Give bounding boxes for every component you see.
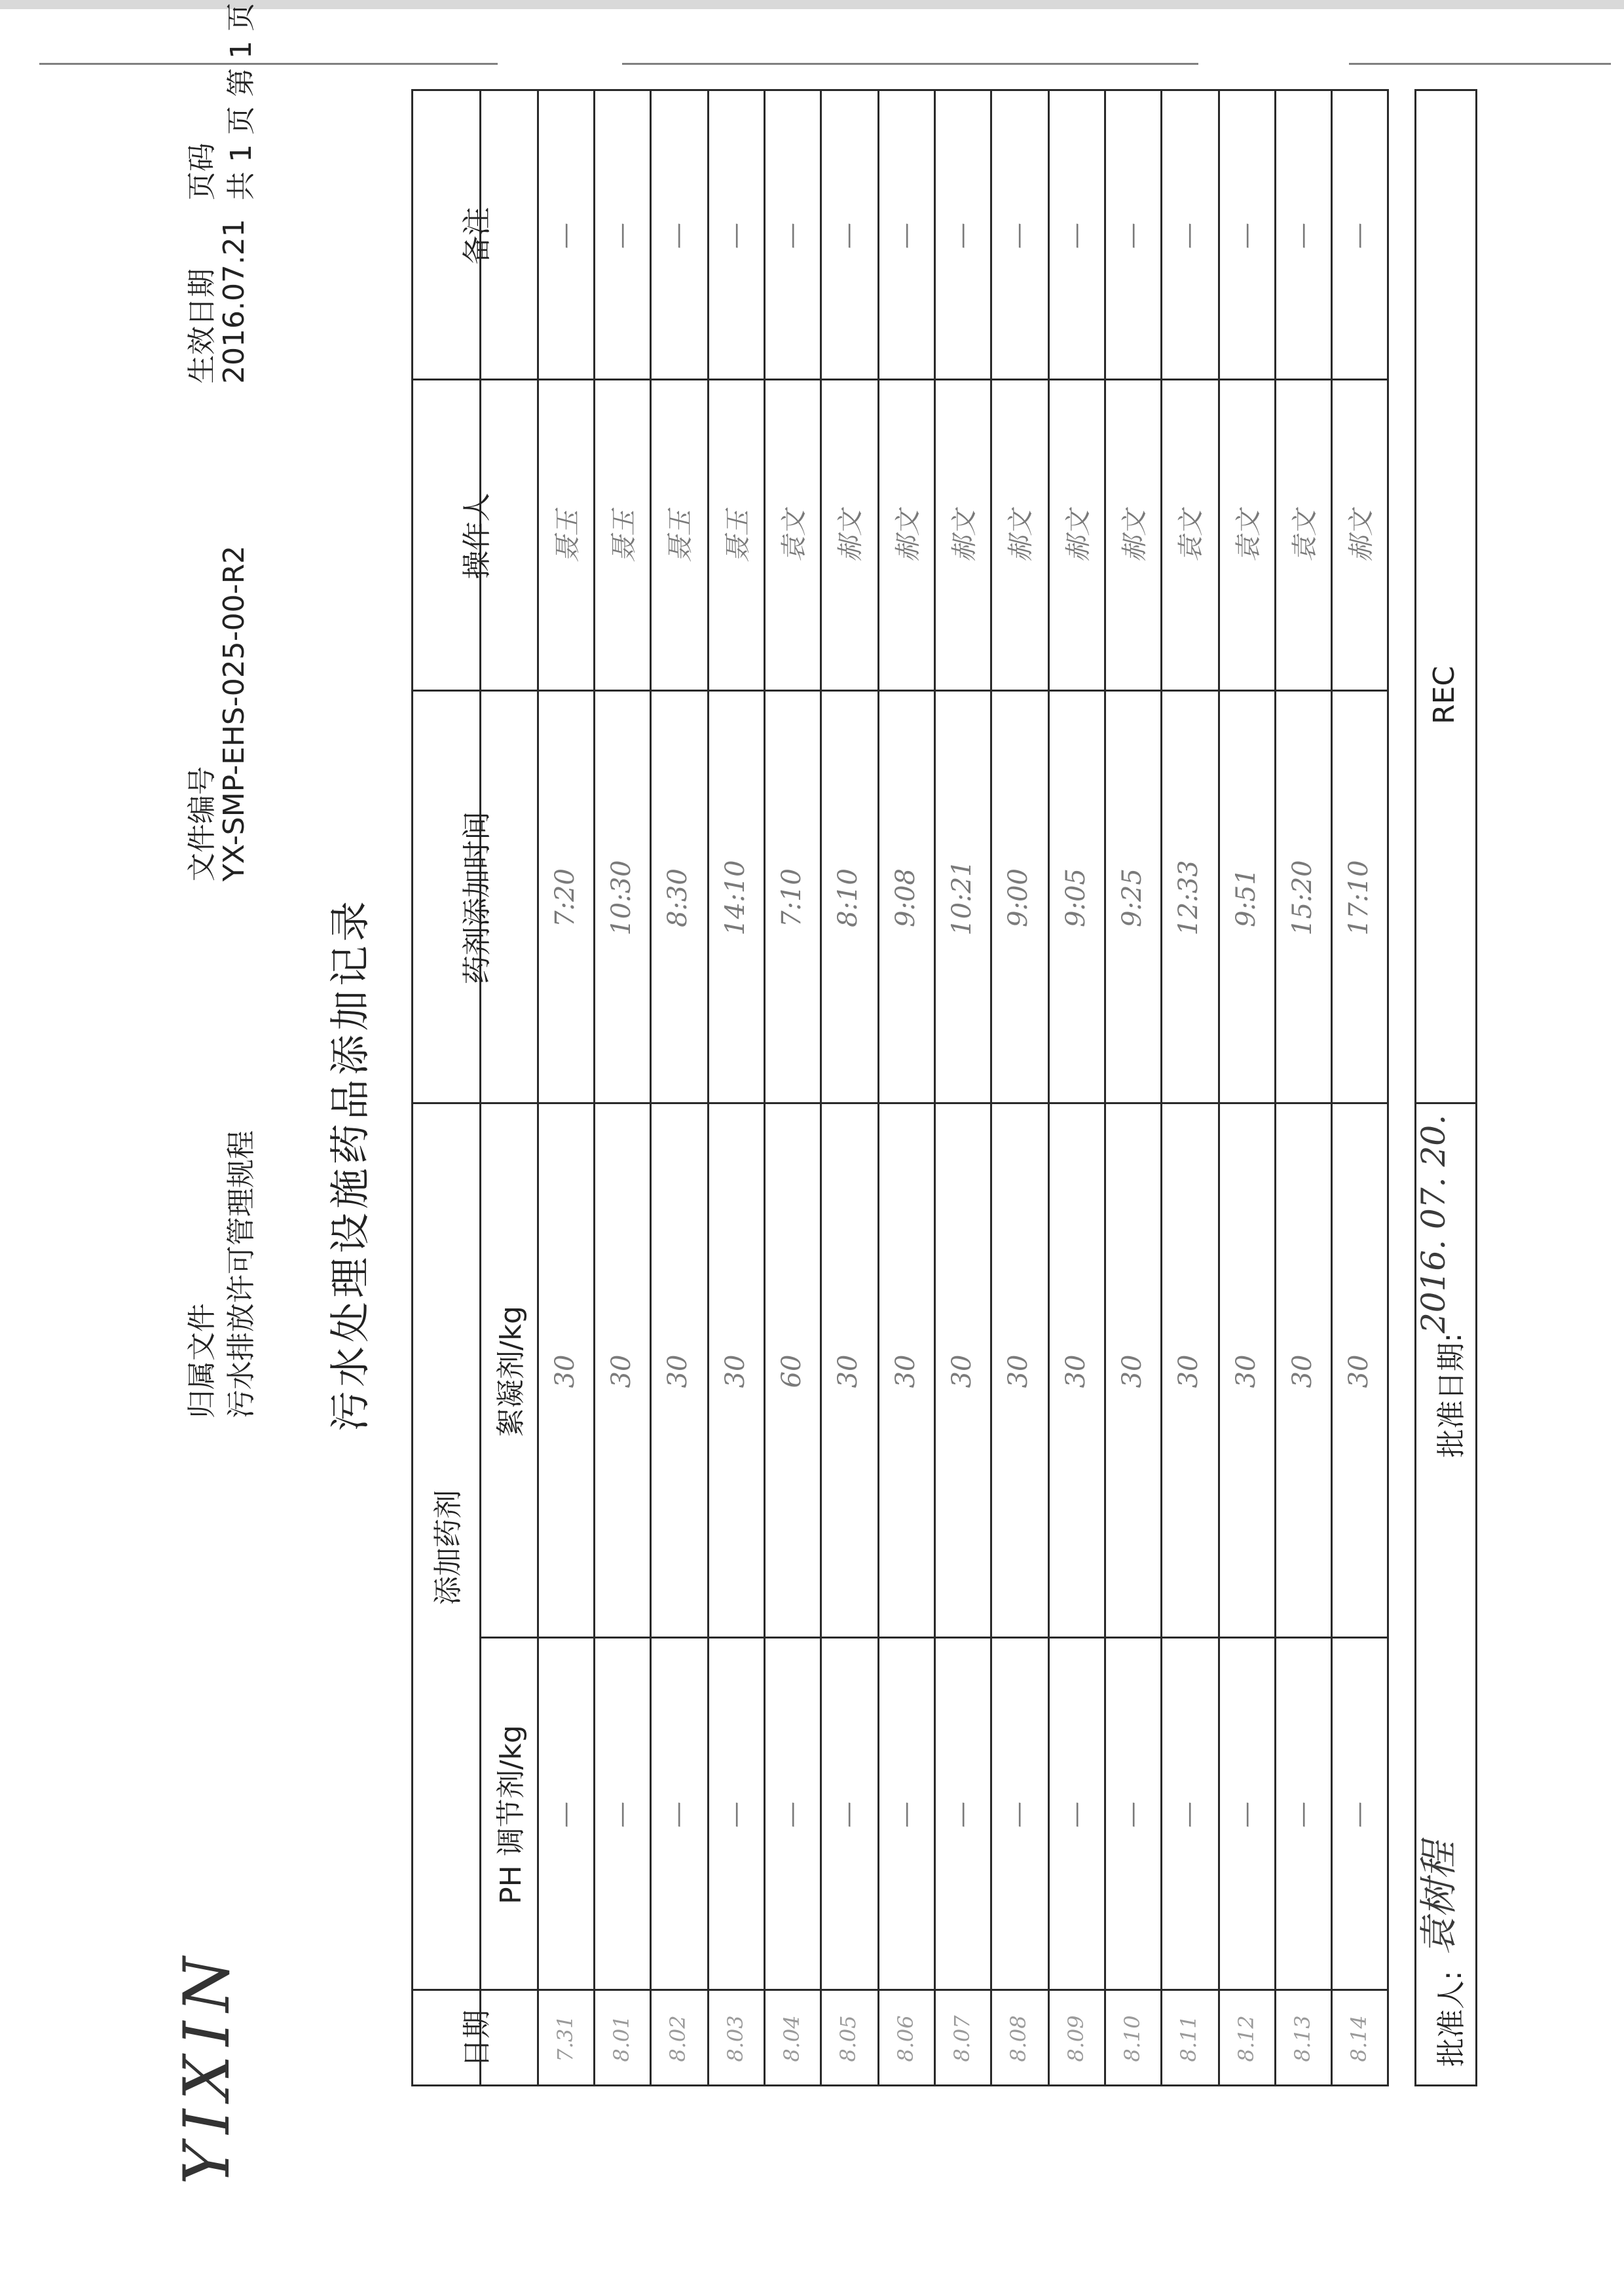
cell-remark: — [1287, 223, 1318, 249]
cell-date: 8.08 [1006, 2015, 1031, 2062]
col-floc-header: 絮凝剂/kg [494, 1305, 528, 1437]
cell-time: 7:20 [550, 868, 580, 927]
cell-remark: — [1117, 223, 1147, 249]
cell-remark: — [833, 223, 863, 249]
cell-time: 14:10 [720, 860, 750, 936]
col-operator-header: 操作人 [460, 492, 494, 580]
cell-operator: 聂玉 [722, 509, 753, 563]
col-ph-header: PH 调节剂/kg [494, 1725, 528, 1904]
cell-remark: — [777, 223, 807, 249]
cell-date: 8.02 [665, 2015, 690, 2062]
cell-floc: 30 [1287, 1354, 1318, 1388]
cell-operator: 袁文 [1233, 509, 1264, 563]
cell-operator: 袁文 [1289, 509, 1320, 563]
cell-remark: — [1003, 223, 1033, 249]
cell-ph: — [833, 1802, 863, 1828]
cell-operator: 郝文 [1005, 509, 1036, 563]
cell-time: 10:21 [947, 860, 977, 936]
cell-floc: 60 [777, 1354, 807, 1388]
cell-floc: 30 [1117, 1354, 1147, 1388]
cell-floc: 30 [720, 1354, 750, 1388]
approve-date-label: 批准日期: [1435, 1333, 1468, 1458]
col-group-header: 添加药剂 [432, 1490, 465, 1605]
cell-ph: — [1003, 1802, 1033, 1828]
cell-floc: 30 [550, 1354, 580, 1388]
cell-ph: — [550, 1802, 580, 1828]
cell-ph: — [1173, 1802, 1204, 1828]
cell-date: 8.09 [1063, 2015, 1088, 2062]
cell-floc: 30 [1061, 1354, 1091, 1388]
cell-time: 7:10 [777, 868, 807, 927]
cell-operator: 郝文 [835, 509, 866, 563]
cell-time: 10:30 [606, 860, 637, 936]
cell-operator: 郝文 [1063, 509, 1094, 563]
cell-floc: 30 [606, 1354, 637, 1388]
cell-operator: 袁文 [779, 509, 809, 563]
cell-ph: — [720, 1802, 750, 1828]
cell-time: 12:33 [1173, 860, 1204, 936]
approver-label: 批准人: [1435, 1971, 1468, 2067]
approver-signature: 袁树程 [1416, 1841, 1461, 1955]
cell-time: 9:25 [1117, 868, 1147, 927]
cell-time: 9:00 [1003, 868, 1033, 927]
col-remark-header: 备注 [460, 207, 494, 265]
doc-no-value: YX-SMP-EHS-025-00-R2 [217, 545, 251, 881]
cell-operator: 郝文 [949, 509, 980, 563]
effective-value: 2016.07.21 [217, 219, 251, 384]
cell-date: 8.06 [893, 2015, 918, 2062]
cell-ph: — [663, 1802, 693, 1828]
cell-date: 8.10 [1120, 2015, 1145, 2062]
cell-ph: — [1231, 1802, 1261, 1828]
col-date-header: 日期 [460, 2010, 494, 2067]
cell-date: 8.05 [836, 2015, 860, 2062]
approval-divider [1414, 1102, 1477, 1104]
cell-remark: — [1061, 223, 1091, 249]
cell-time: 9:08 [891, 868, 921, 927]
cell-ph: — [1117, 1802, 1147, 1828]
col-time-header: 药剂添加时间 [460, 811, 494, 984]
page-title: 污水处理设施药品添加记录 [326, 897, 374, 1432]
cell-remark: — [1344, 223, 1374, 249]
cell-ph: — [947, 1802, 977, 1828]
cell-ph: — [891, 1802, 921, 1828]
cell-operator: 郝文 [893, 509, 923, 563]
cell-ph: — [1287, 1802, 1318, 1828]
cell-time: 8:10 [833, 868, 863, 927]
cell-date: 8.07 [950, 2015, 974, 2062]
page-label: 页码 [185, 143, 219, 200]
cell-remark: — [720, 223, 750, 249]
cell-floc: 30 [1173, 1354, 1204, 1388]
cell-time: 9:51 [1231, 868, 1261, 927]
cell-operator: 聂玉 [552, 509, 583, 563]
belongs-label: 归属文件 [185, 1303, 219, 1418]
cell-ph: — [1061, 1802, 1091, 1828]
cell-ph: — [606, 1802, 637, 1828]
cell-remark: — [1231, 223, 1261, 249]
cell-floc: 30 [833, 1354, 863, 1388]
cell-floc: 30 [663, 1354, 693, 1388]
cell-floc: 30 [947, 1354, 977, 1388]
effective-label: 生效日期 [185, 268, 219, 384]
cell-ph: — [777, 1802, 807, 1828]
cell-date: 8.13 [1290, 2015, 1315, 2062]
cell-floc: 30 [1231, 1354, 1261, 1388]
cell-date: 8.03 [723, 2015, 748, 2062]
cell-date: 7.31 [553, 2015, 578, 2062]
cell-remark: — [1173, 223, 1204, 249]
cell-ph: — [1344, 1802, 1374, 1828]
cell-date: 8.01 [609, 2015, 634, 2062]
page-value: 共 1 页 第 1 页 [225, 3, 258, 200]
approve-date-value: 2016. 07. 20. [1414, 1115, 1452, 1333]
cell-operator: 郝文 [1119, 509, 1150, 563]
cell-operator: 郝文 [1346, 509, 1376, 563]
cell-date: 8.04 [779, 2015, 804, 2062]
cell-date: 8.12 [1234, 2015, 1259, 2062]
cell-time: 17:10 [1344, 860, 1374, 936]
cell-time: 8:30 [663, 868, 693, 927]
approval-box [1414, 89, 1477, 2086]
cell-time: 9:05 [1061, 868, 1091, 927]
cell-floc: 30 [1344, 1354, 1374, 1388]
cell-remark: — [606, 223, 637, 249]
cell-floc: 30 [1003, 1354, 1033, 1388]
cell-operator: 袁文 [1175, 509, 1206, 563]
cell-remark: — [947, 223, 977, 249]
cell-date: 8.14 [1346, 2015, 1371, 2062]
company-logo: YIXIN [170, 1948, 244, 2185]
belongs-value: 污水排放许可管理规程 [225, 1130, 258, 1418]
cell-operator: 聂玉 [608, 509, 639, 563]
cell-remark: — [891, 223, 921, 249]
cell-date: 8.11 [1176, 2015, 1201, 2062]
rec-label: REC [1428, 665, 1461, 724]
cell-remark: — [663, 223, 693, 249]
cell-operator: 聂玉 [665, 509, 695, 563]
doc-no-label: 文件编号 [185, 766, 219, 881]
cell-floc: 30 [891, 1354, 921, 1388]
cell-time: 15:20 [1287, 860, 1318, 936]
cell-remark: — [550, 223, 580, 249]
